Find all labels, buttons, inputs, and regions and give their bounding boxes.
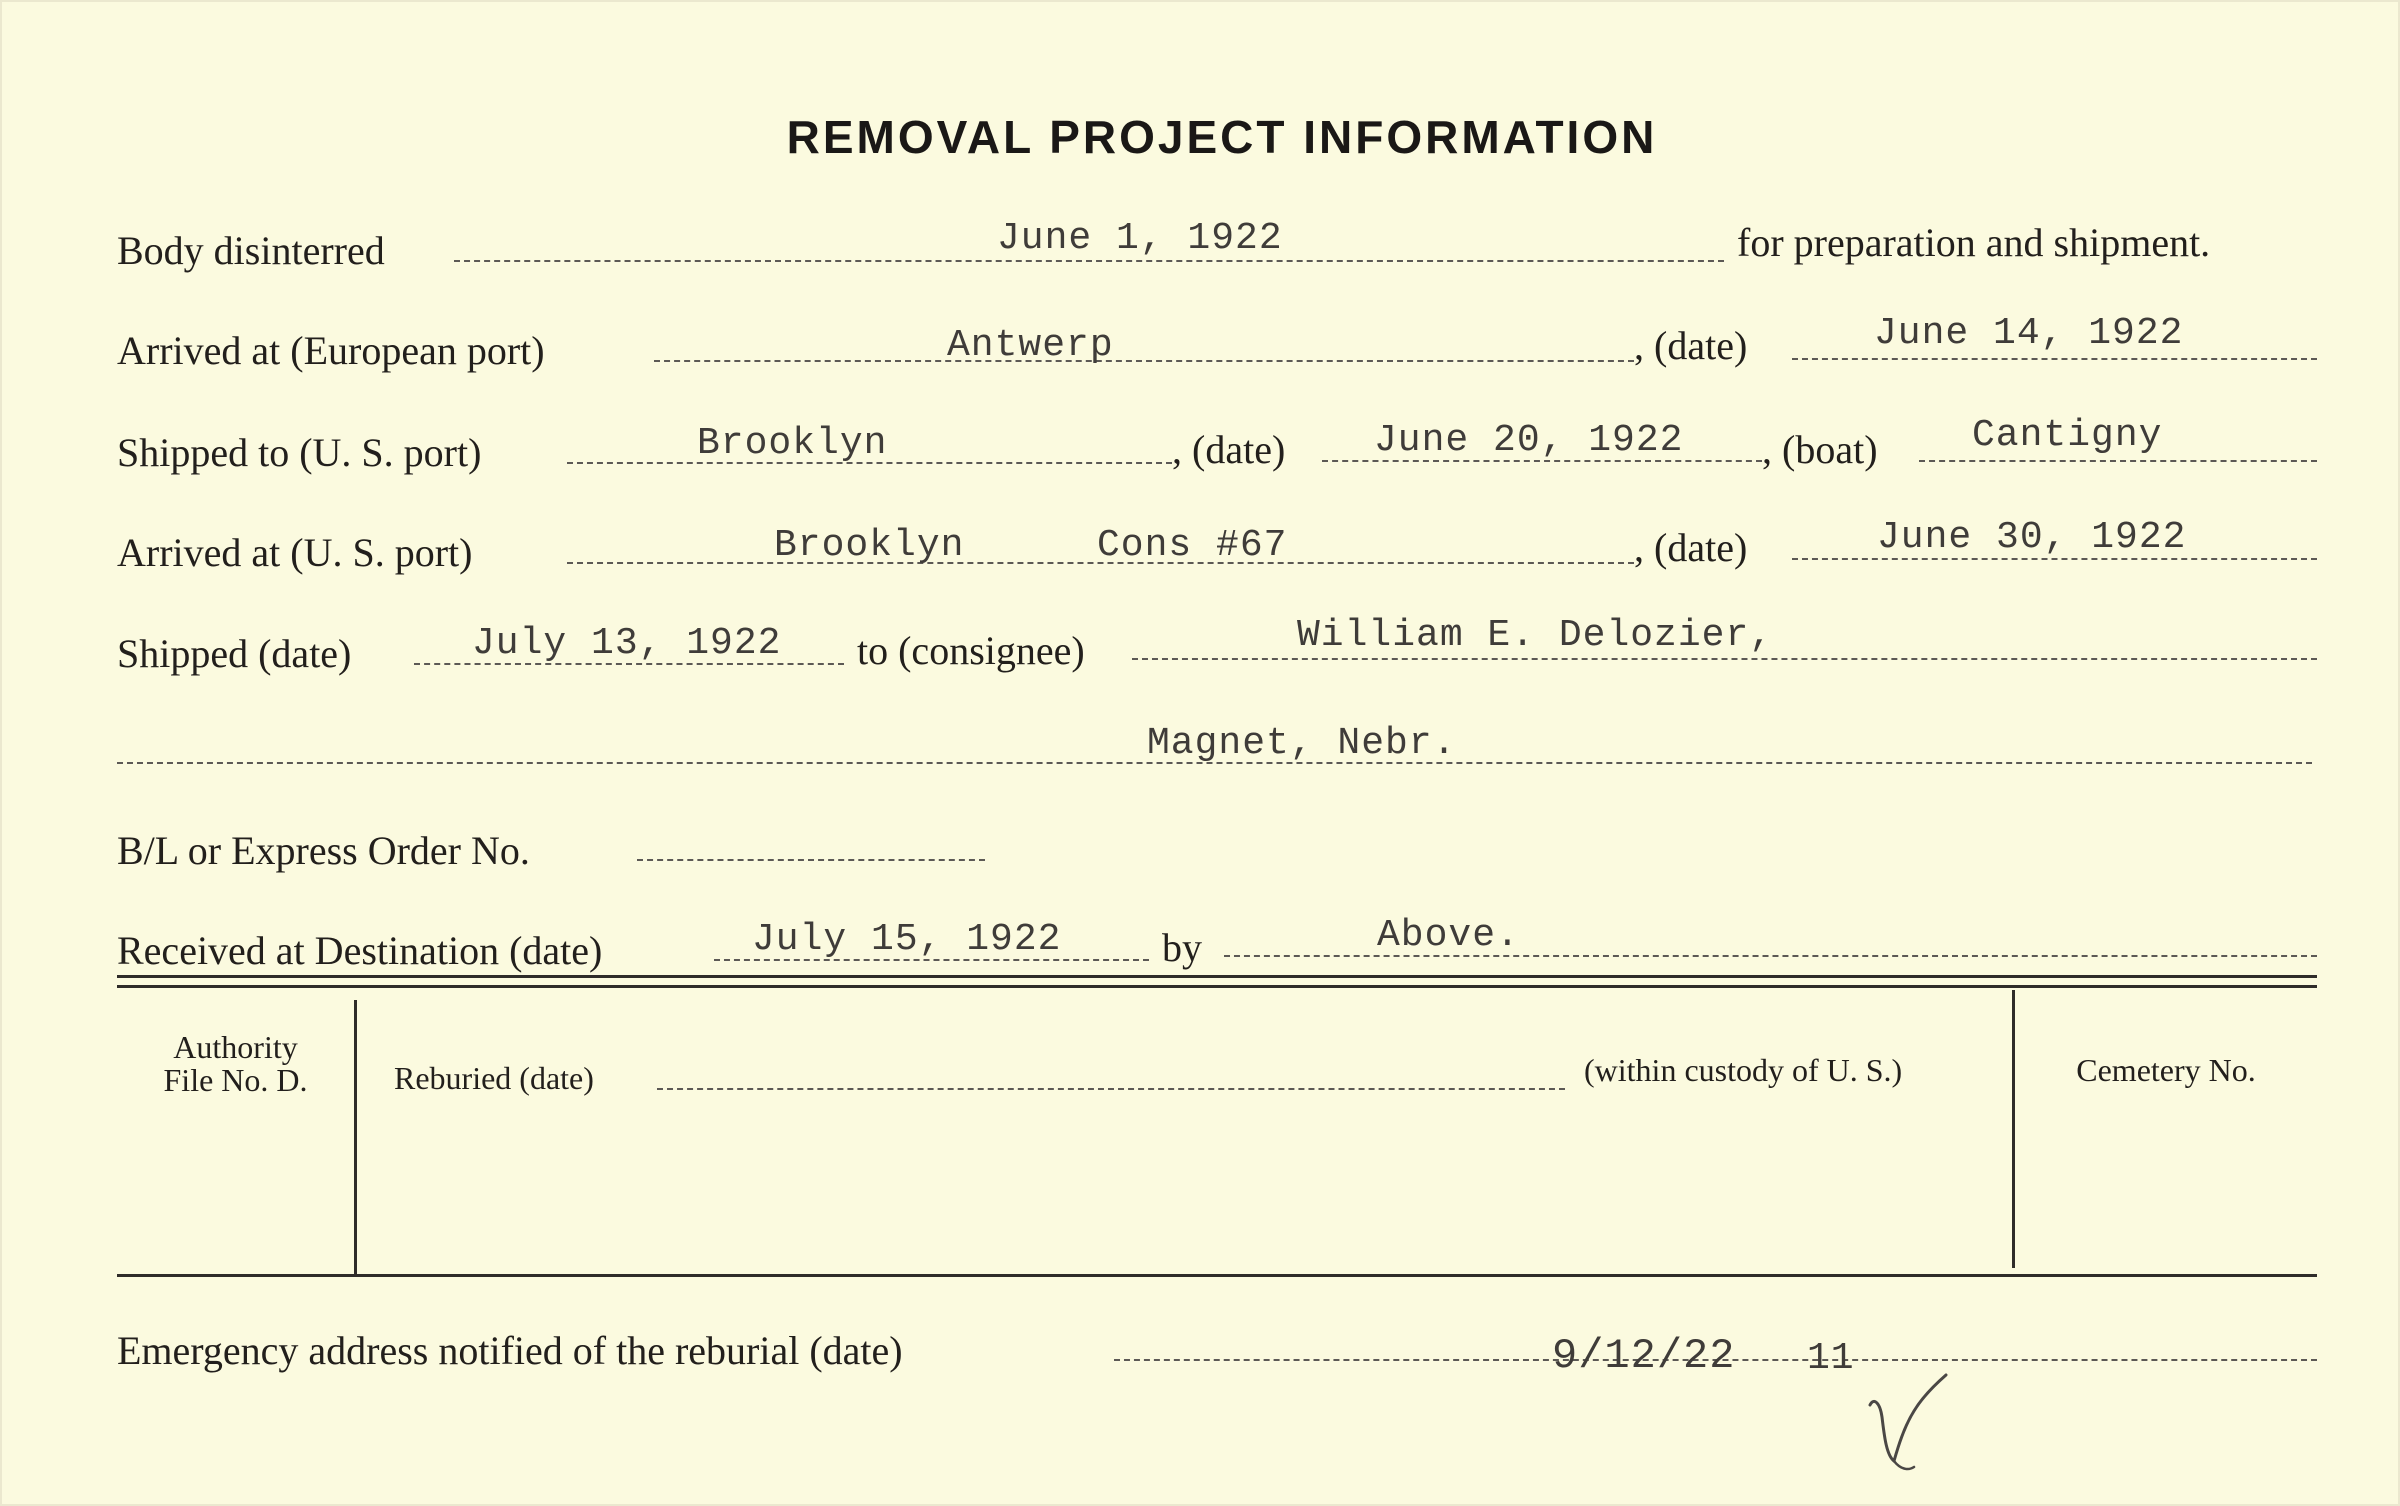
value-received-date: July 15, 1922 (752, 918, 1062, 961)
double-rule-top (117, 975, 2317, 978)
label-arrived-european: Arrived at (European port) (117, 328, 545, 373)
value-received-by: Above. (1377, 914, 1520, 957)
value-shipped-date: June 20, 1922 (1374, 419, 1684, 462)
label-emergency: Emergency address notified of the reburial (date) (117, 1328, 903, 1373)
label-custody: (within custody of U. S.) (1584, 1052, 1903, 1088)
fill-line (1919, 460, 2317, 462)
label-for-preparation: for preparation and shipment. (1737, 220, 2211, 265)
value-consignee-address: Magnet, Nebr. (1147, 722, 1457, 765)
value-us-arrival-date: June 30, 1922 (1877, 516, 2187, 559)
handwritten-initials-icon (1864, 1367, 1954, 1477)
fill-line (657, 1088, 1565, 1090)
value-emergency-notified-code: 11 (1807, 1337, 1855, 1380)
value-disinterred-date: June 1, 1922 (997, 217, 1283, 260)
fill-line (654, 360, 1634, 362)
label-bl-order: B/L or Express Order No. (117, 828, 530, 873)
label-boat: , (boat) (1762, 427, 1878, 472)
fill-line (454, 260, 1724, 262)
column-divider-right (2012, 990, 2015, 1268)
label-date-1: , (date) (1634, 323, 1748, 368)
table-bottom-rule (117, 1274, 2317, 1277)
fill-line (1792, 358, 2317, 360)
value-boat: Cantigny (1972, 414, 2163, 457)
label-cemetery-no: Cemetery No. (2076, 1052, 2256, 1088)
label-date-2: , (date) (1172, 427, 1286, 472)
label-authority-line2: File No. D. (163, 1062, 308, 1098)
label-by: by (1162, 925, 1202, 970)
value-us-port-shipped: Brooklyn (697, 422, 888, 465)
column-divider-left (354, 1000, 357, 1275)
value-european-arrival-date: June 14, 1922 (1874, 312, 2184, 355)
label-to-consignee: to (consignee) (857, 628, 1085, 673)
label-shipped-to-us: Shipped to (U. S. port) (117, 430, 482, 475)
value-consignment: Cons #67 (1097, 524, 1288, 567)
value-us-port-arrived: Brooklyn (774, 524, 965, 567)
label-received-destination: Received at Destination (date) (117, 928, 603, 973)
value-shipped-to-consignee-date: July 13, 1922 (472, 622, 782, 665)
label-date-3: , (date) (1634, 525, 1748, 570)
label-reburied: Reburied (date) (394, 1060, 594, 1096)
fill-line (1132, 658, 2317, 660)
label-arrived-us: Arrived at (U. S. port) (117, 530, 473, 575)
label-authority-line1: Authority (173, 1029, 298, 1065)
label-body-disinterred: Body disinterred (117, 228, 385, 273)
value-european-port: Antwerp (947, 324, 1114, 367)
fill-line (637, 859, 985, 861)
label-shipped-date: Shipped (date) (117, 631, 352, 676)
double-rule-bottom (117, 985, 2317, 988)
value-emergency-notified-date: 9/12/22 (1552, 1332, 1736, 1380)
value-consignee-name: William E. Delozier, (1297, 614, 1774, 657)
form-title: REMOVAL PROJECT INFORMATION (786, 111, 1658, 163)
